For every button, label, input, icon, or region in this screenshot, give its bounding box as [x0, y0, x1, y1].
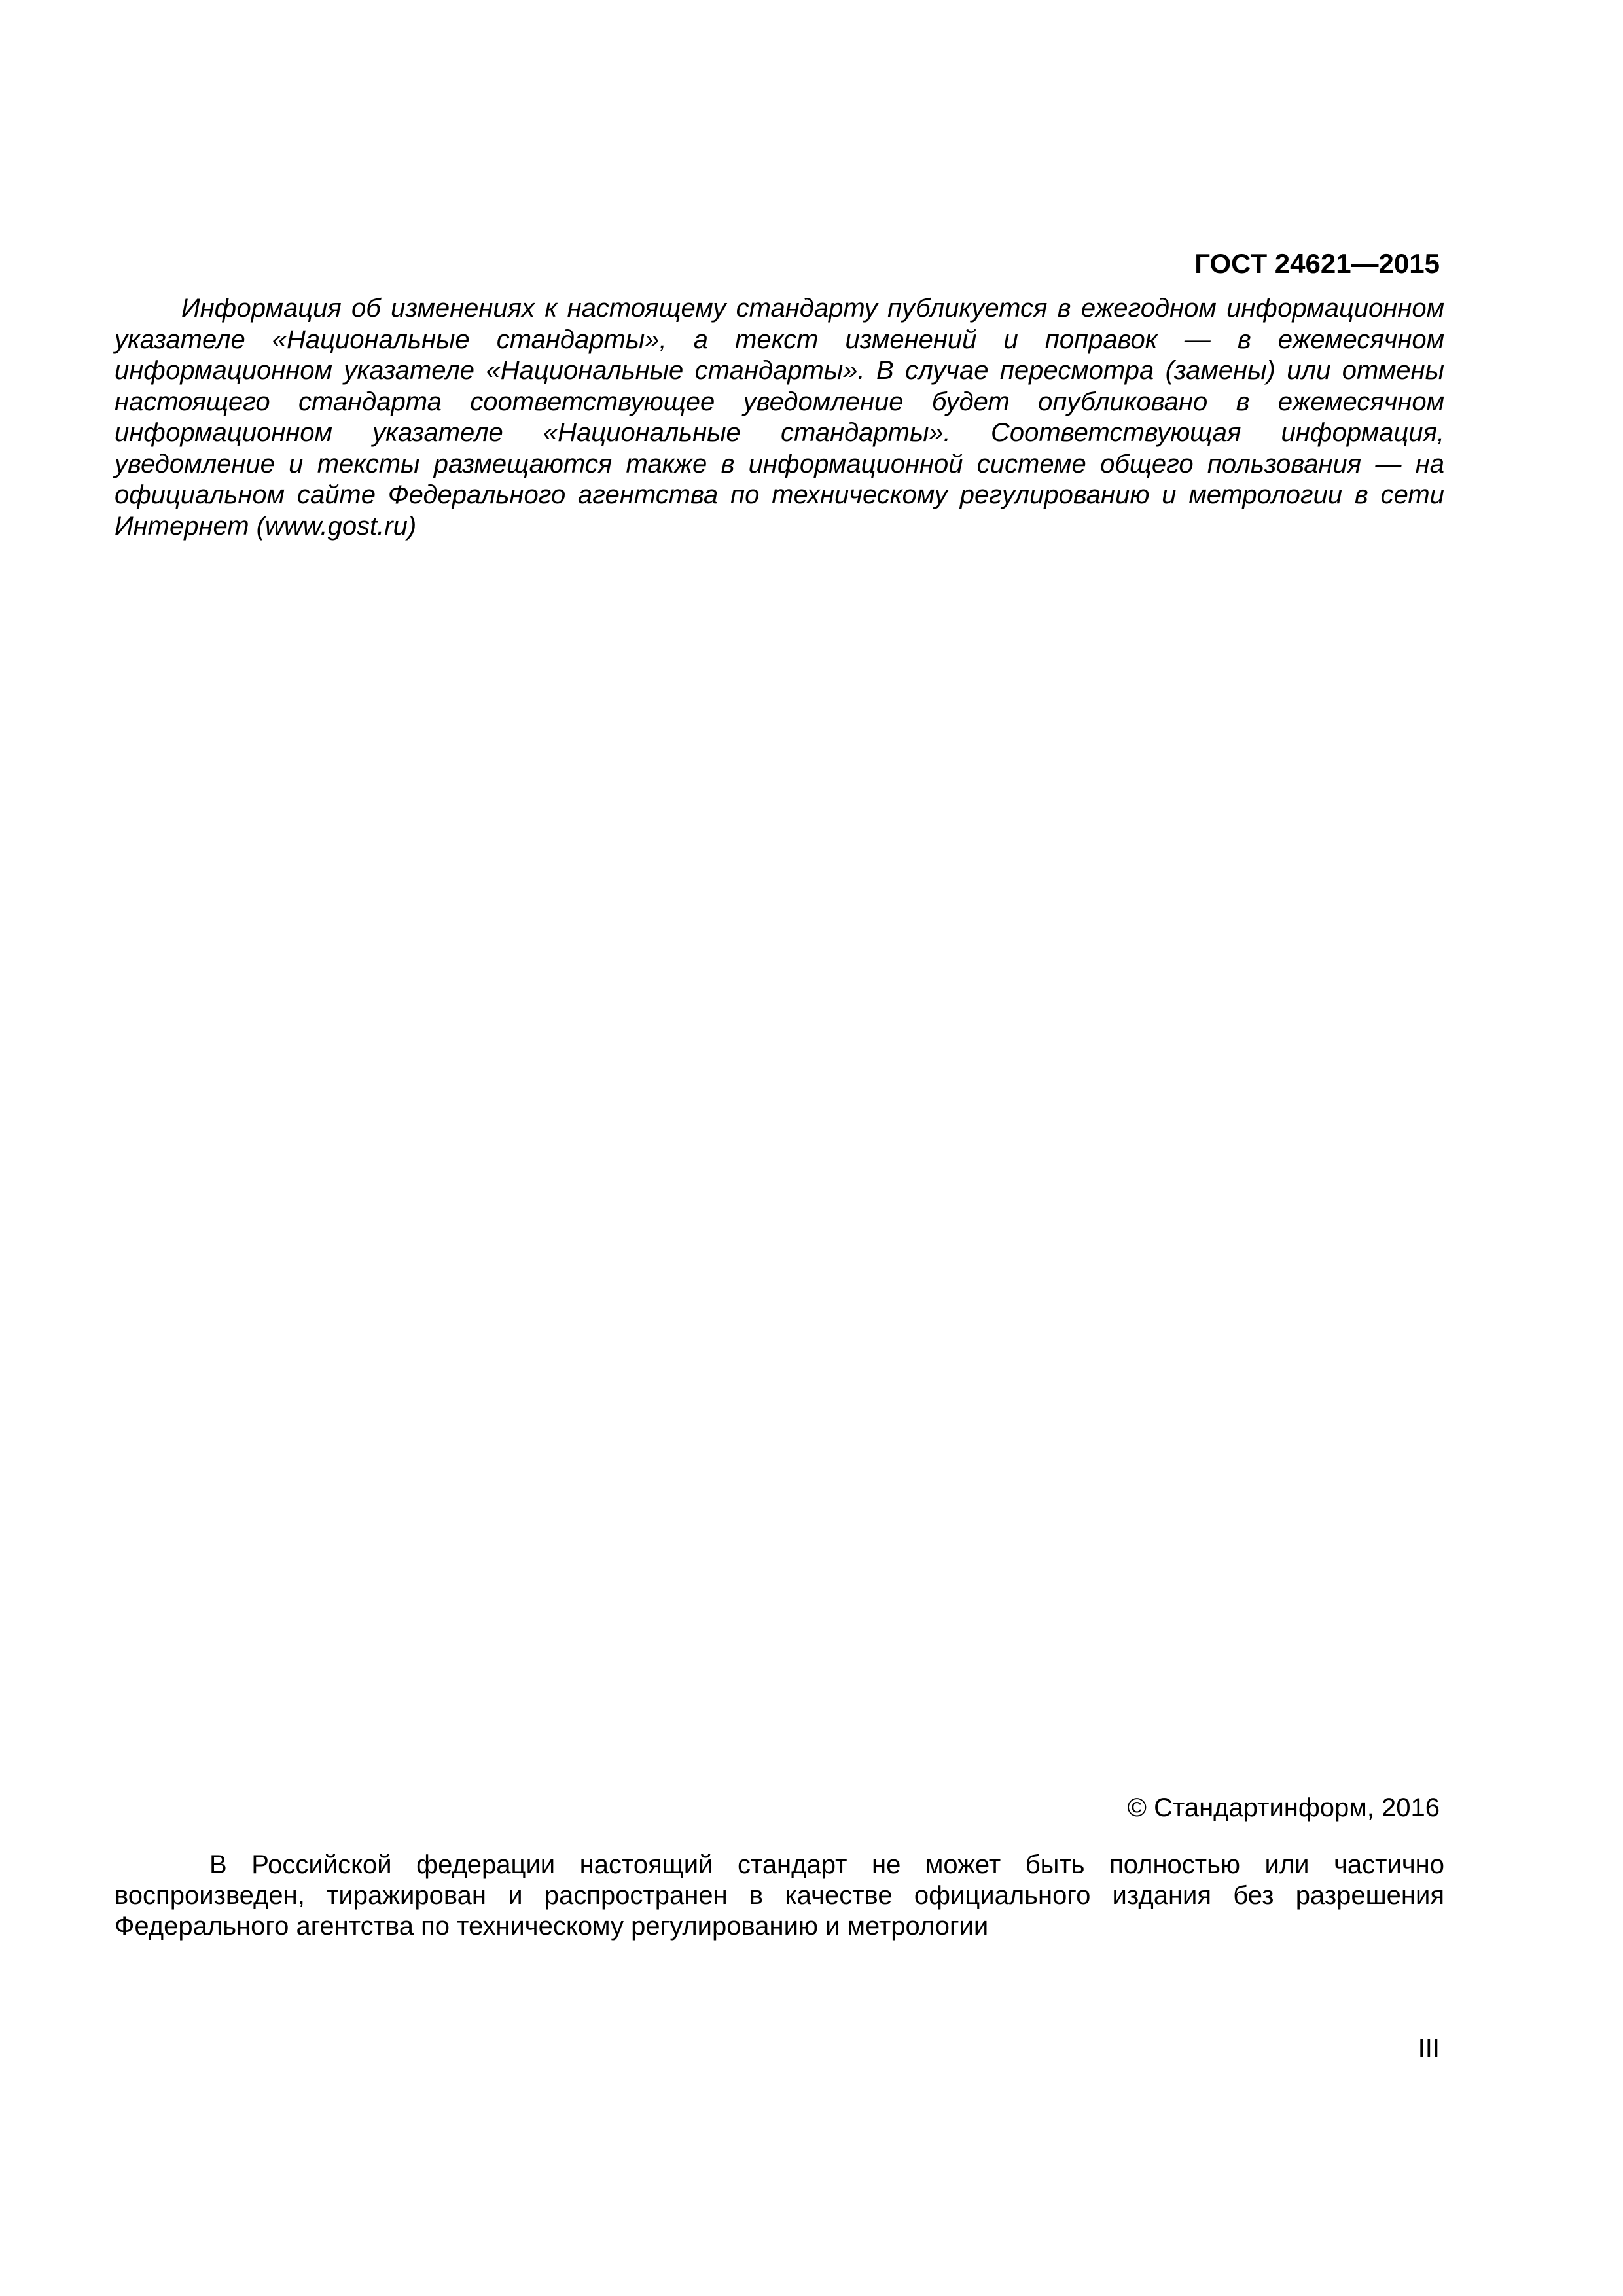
copyright-notice: © Стандартинформ, 2016	[1127, 1793, 1440, 1822]
reproduction-restriction-paragraph: В Российской федерации настоящий стандарт не может быть полностью или частично воспроизведен, тиражирован и распространен в качестве официального издания без разрешения Федерального агентства по техническому регулированию и метрологии	[115, 1850, 1444, 1941]
page-number: III	[1418, 2034, 1440, 2063]
standard-code-header: ГОСТ 24621—2015	[1194, 248, 1440, 279]
amendments-info-paragraph: Информация об изменениях к настоящему стандарту публикуется в ежегодном информационном указателе «Национальные стандарты», а текст изменений и поправок — в ежемесячном информационном указателе «Национальные стандарты». В случае пересмотра (замены) или отмены настоящего стандарта соответствующее уведомление будет опубликовано в ежемесячном информационном указателе «Национальные стандарты». Соответствующая информация, уведомление и тексты размещаются также в информационной системе общего пользования — на официальном сайте Федерального агентства по техническому регулированию и метрологии в сети Интернет (www.gost.ru)	[115, 294, 1444, 541]
